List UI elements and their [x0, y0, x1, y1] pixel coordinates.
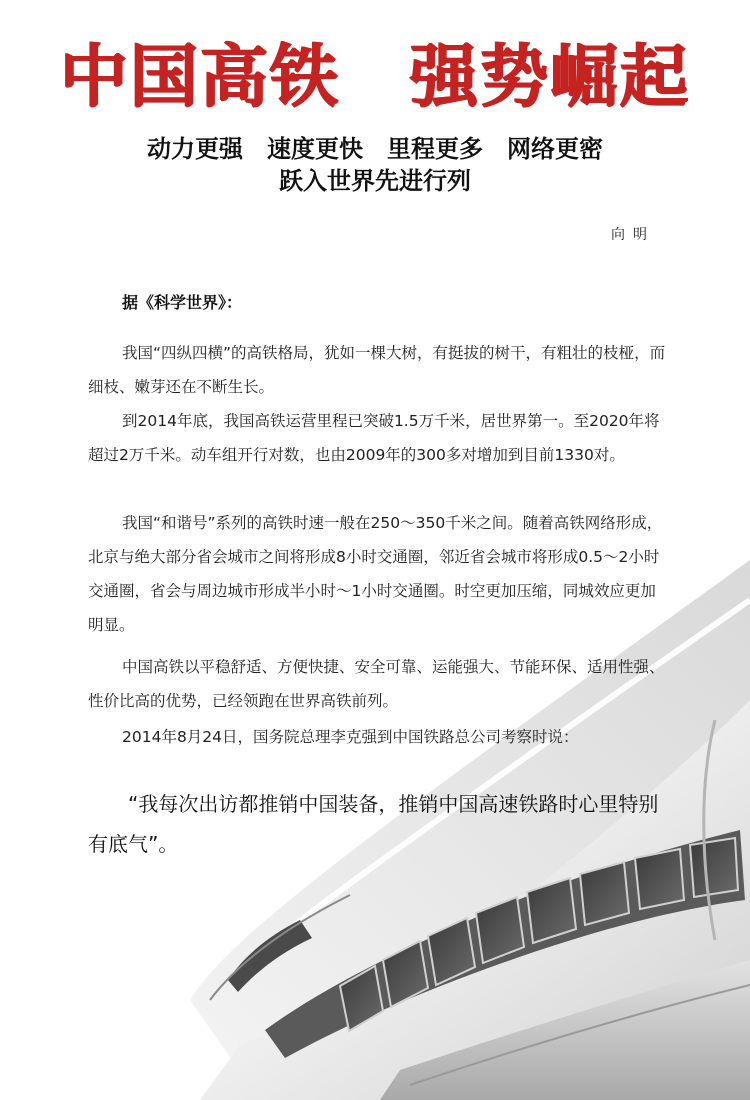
main-title: 中国高铁 强势崛起 [59, 38, 690, 117]
author: 向明 [611, 227, 655, 243]
source-citation: 据《科学世界》： [122, 293, 243, 312]
paragraph-4: 中国高铁以平稳舒适、方便快捷、安全可靠、运能强大、节能环保、适用性强、性价比高的优势，已经领跑在世界高铁前列。 [88, 658, 665, 710]
paragraph-3: 我国“和谐号”系列的高铁时速一般在250～350千米之间。随着高铁网络形成，北京与绝大部分省会城市之间将形成8小时交通圈，邻近省会城市将形成0.5～2小时交通圈，省会与周边城市形成半小时～1小时交通圈。时空更加压缩，同城效应更加明显。 [88, 514, 663, 634]
paragraph-2: 到2014年底，我国高铁运营里程已突破1.5万千米，居世界第一。至2020年将超过2万千米。动车组开行对数，也由2009年的300多对增加到目前1330对。 [88, 412, 660, 464]
subtitle-line-2: 跃入世界先进行列 [279, 166, 471, 195]
subtitle-line-1: 动力更强 速度更快 里程更多 网络更密 [147, 134, 603, 163]
quote: “我每次出访都推销中国装备，推销中国高速铁路时心里特别有底气”。 [88, 792, 659, 856]
paragraph-1: 我国“四纵四横”的高铁格局，犹如一棵大树，有挺拔的树干，有粗壮的枝桠，而细枝、嫩芽还在不断生长。 [88, 344, 666, 396]
paragraph-5: 2014年8月24日，国务院总理李克强到中国铁路总公司考察时说： [122, 728, 579, 746]
